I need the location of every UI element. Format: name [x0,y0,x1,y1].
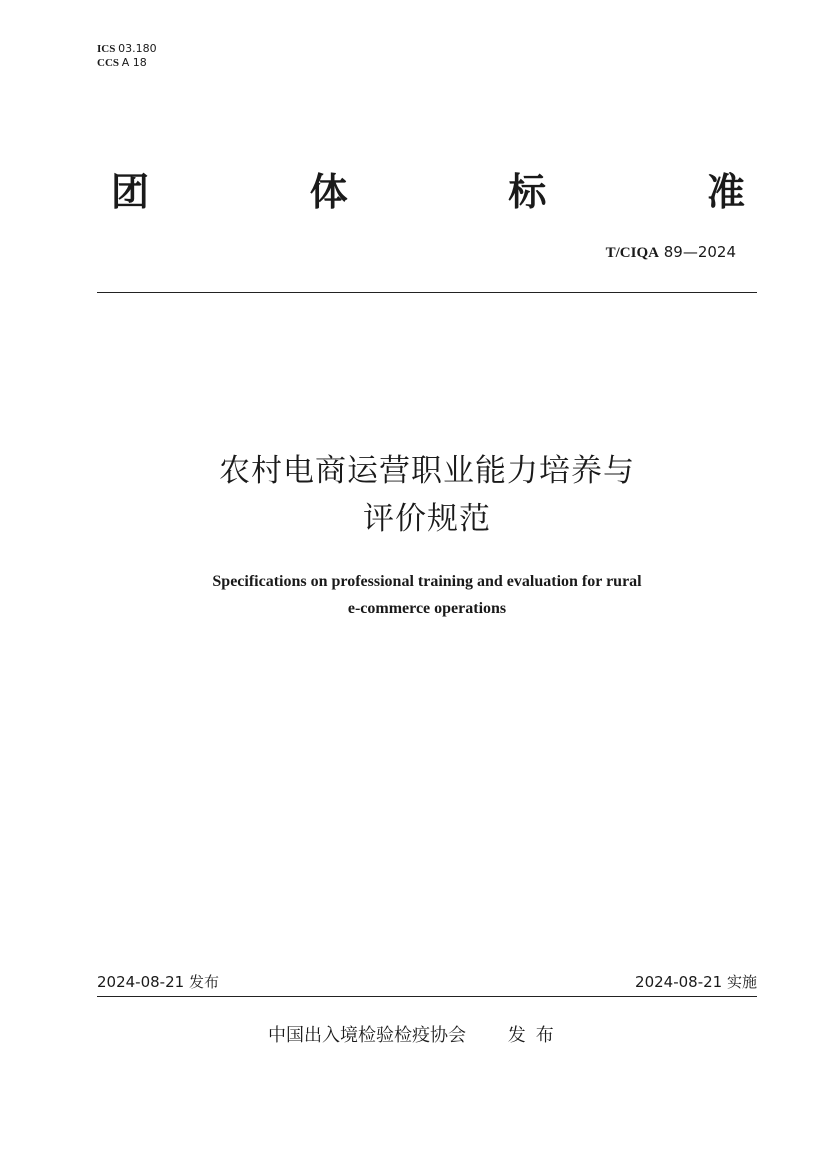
standard-number-code: 89—2024 [663,243,736,261]
standard-type-char: 标 [508,169,547,214]
publisher-name: 中国出入境检验检疫协会 [268,1025,466,1046]
standard-type-char: 准 [706,169,745,214]
ics-row [97,42,157,56]
ccs-code: A 18 [121,56,147,69]
standard-type-char: 团 [111,169,150,214]
top-divider [97,292,757,293]
standard-number-prefix: T/CIQA [605,245,659,261]
implementation-date: 2024-08-21 实施 [635,973,757,991]
ccs-row [97,56,157,70]
english-title-line: Specifications on professional training and evaluation for rural [212,573,642,590]
bottom-divider [97,996,757,997]
ics-code: 03.180 [118,42,157,55]
standard-type-char: 体 [309,169,348,214]
chinese-title-line: 农村电商运营职业能力培养与 [219,453,635,489]
english-title-line: e-commerce operations [347,600,507,617]
chinese-title-line: 评价规范 [363,501,491,537]
chinese-title [97,447,757,543]
issue-date: 2024-08-21 发布 [97,973,219,991]
classification-codes [97,42,157,70]
english-title [97,568,757,622]
standard-type-heading [97,163,757,213]
ccs-label: CCS [97,57,120,69]
ics-label: ICS [97,43,116,55]
publisher-line [268,1021,564,1047]
publisher-action: 发布 [507,1025,564,1046]
standard-number [606,243,736,262]
